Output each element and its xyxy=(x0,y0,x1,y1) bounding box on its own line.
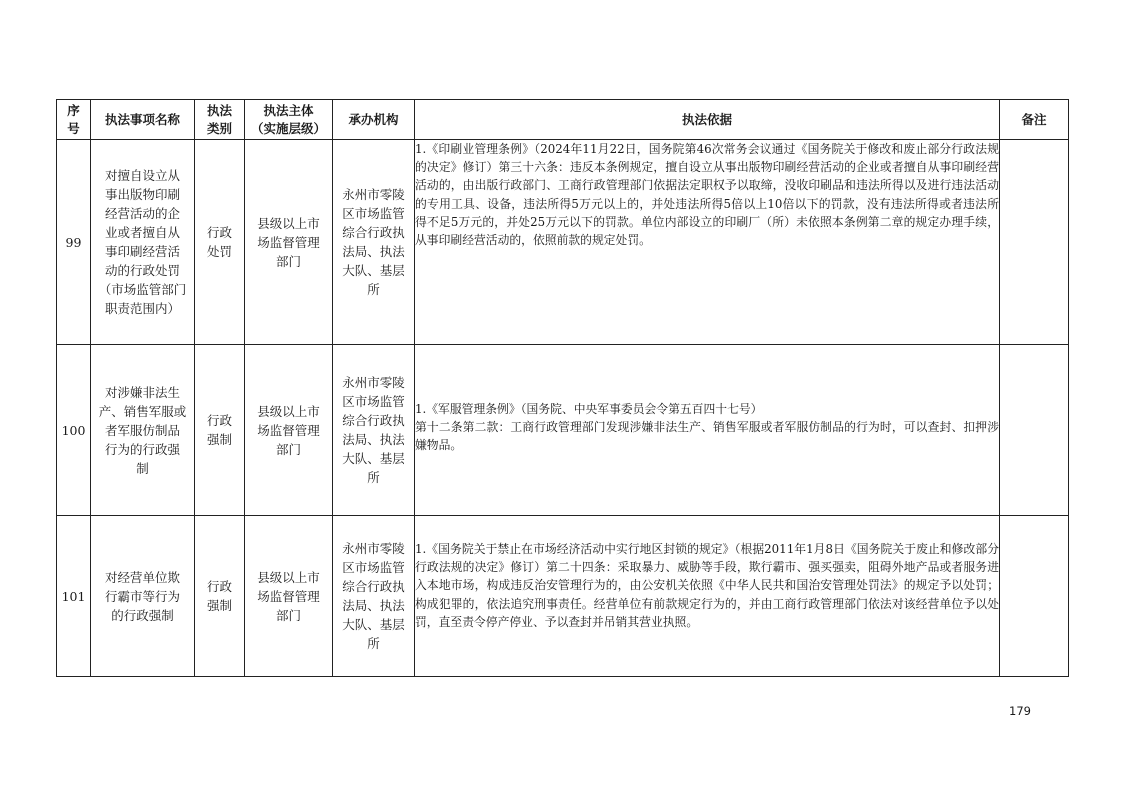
cell-subject: 县级以上市 场监督管理 部门 xyxy=(245,516,333,677)
cell-item-name: 对涉嫌非法生 产、销售军服或 者军服仿制品 行为的行政强 制 xyxy=(91,345,195,516)
header-subject: 执法主体 （实施层级） xyxy=(245,100,333,140)
cell-seq: 101 xyxy=(57,516,91,677)
cell-basis xyxy=(415,345,1000,516)
cell-seq: 100 xyxy=(57,345,91,516)
cell-category: 行政 强制 xyxy=(195,345,245,516)
cell-agency: 永州市零陵 区市场监管 综合行政执 法局、执法 大队、基层 所 xyxy=(333,516,415,677)
cell-remarks xyxy=(1000,345,1069,516)
basis-text-line2: 第十二条第二款：工商行政管理部门发现涉嫌非法生产、销售军服或者军服仿制品的行为时，可以查封、扣押涉嫌物品。 xyxy=(415,420,999,453)
basis-text-line1: 1.《军服管理条例》（国务院、中央军事委员会令第五百四十七号） xyxy=(415,402,763,416)
cell-remarks xyxy=(1000,140,1069,345)
header-category: 执法 类别 xyxy=(195,100,245,140)
cell-category: 行政 处罚 xyxy=(195,140,245,345)
cell-basis xyxy=(415,140,1000,345)
cell-basis xyxy=(415,516,1000,677)
cell-remarks xyxy=(1000,516,1069,677)
cell-item-name: 对经营单位欺 行霸市等行为 的行政强制 xyxy=(91,516,195,677)
table-row xyxy=(57,140,1069,345)
basis-text: 1.《国务院关于禁止在市场经济活动中实行地区封锁的规定》（根据2011年1月8日《国务院关于废止和修改部分行政法规的决定》修订）第二十四条：采取暴力、威胁等手段，欺行霸市、强买强卖，阻碍外地产品或者服务进入本地市场，构成违反治安管理行为的，由公安机关依照《中华人民共和国治安管理处罚法》的规定予以处罚；构成犯罪的，依法追究刑事责任。经营单位有前款规定行为的，并由工商行政管理部门依法对该经营单位予以处罚，直至责令停产停业、予以查封并吊销其营业执照。 xyxy=(415,542,999,629)
cell-category: 行政 强制 xyxy=(195,516,245,677)
header-basis: 执法依据 xyxy=(415,100,1000,140)
cell-agency: 永州市零陵 区市场监管 综合行政执 法局、执法 大队、基层 所 xyxy=(333,140,415,345)
table-row xyxy=(57,345,1069,516)
cell-agency: 永州市零陵 区市场监管 综合行政执 法局、执法 大队、基层 所 xyxy=(333,345,415,516)
basis-text: 1.《印刷业管理条例》（2024年11月22日，国务院第46次常务会议通过《国务院关于修改和废止部分行政法规的决定》修订）第三十六条：违反本条例规定，擅自设立从事出版物印刷经营活动的企业或者擅自从事印刷经营活动的，由出版行政部门、工商行政管理部门依据法定职权予以取缔，没收印刷品和违法所得以及进行违法活动的专用工具、设备，违法所得5万元以上的，并处违法所得5倍以上10倍以下的罚款，没有违法所得或者违法所得不足5万元的，并处25万元以下的罚款。单位内部设立的印刷厂（所）未依照本条例第二章的规定办理手续，从事印刷经营活动的，依照前款的规定处罚。 xyxy=(415,142,999,248)
header-seq: 序 号 xyxy=(57,100,91,140)
page-number: 179 xyxy=(1009,704,1031,718)
table-header-row xyxy=(57,100,1069,140)
header-item-name: 执法事项名称 xyxy=(91,100,195,140)
header-remarks: 备注 xyxy=(1000,100,1069,140)
table-row xyxy=(57,516,1069,677)
header-agency: 承办机构 xyxy=(333,100,415,140)
cell-seq: 99 xyxy=(57,140,91,345)
cell-item-name: 对擅自设立从 事出版物印刷 经营活动的企 业或者擅自从 事印刷经营活 动的行政处罚 （市场监管部门 职责范围内） xyxy=(91,140,195,345)
cell-subject: 县级以上市 场监督管理 部门 xyxy=(245,140,333,345)
cell-subject: 县级以上市 场监督管理 部门 xyxy=(245,345,333,516)
law-enforcement-table xyxy=(56,99,1069,677)
